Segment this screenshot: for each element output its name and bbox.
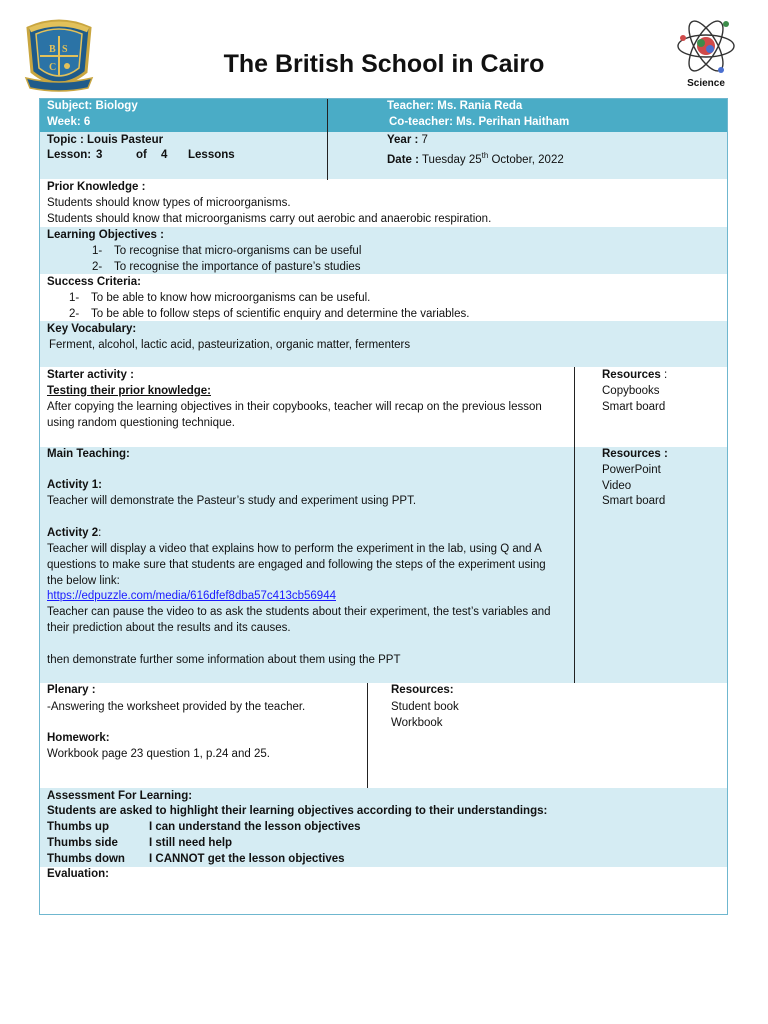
vocabulary-words: Ferment, alcohol, lactic acid, pasteurization, organic matter, fermenters — [49, 339, 411, 351]
assessment-heading: Assessment For Learning: — [47, 790, 193, 802]
subject-label: Subject: Biology — [47, 100, 138, 112]
plenary-divider — [367, 683, 368, 788]
activity2-colon: : — [98, 527, 102, 539]
homework-text: Workbook page 23 question 1, p.24 and 25. — [47, 748, 270, 760]
date-row — [387, 148, 564, 169]
co-teacher-label: Co-teacher: Ms. Perihan Haitham — [389, 116, 570, 128]
lesson-of: of — [136, 149, 147, 161]
teacher-label: Teacher: Ms. Rania Reda — [387, 100, 523, 112]
activity2-heading-row — [47, 526, 101, 542]
activity2-heading: Activity 2 — [47, 527, 99, 539]
starter-resources-colon: : — [660, 369, 668, 381]
activity2-text: Teacher can pause the video to as ask the students about their experiment, the test’s variables and — [47, 606, 551, 618]
activity2-text: their prediction about the results and its causes. — [47, 622, 291, 634]
prior-knowledge-heading: Prior Knowledge : — [47, 181, 146, 193]
lesson-total: 4 — [161, 149, 168, 161]
lesson-label: Lesson: — [47, 149, 92, 161]
resource-item: PowerPoint — [602, 464, 661, 476]
plenary-heading: Plenary : — [47, 684, 96, 696]
year-row — [387, 133, 428, 149]
criteria-number: 1- — [69, 292, 80, 304]
thumbs-meaning: I CANNOT get the lesson objectives — [149, 853, 345, 865]
starter-text: using random questioning technique. — [47, 417, 235, 429]
resources-divider — [574, 367, 575, 683]
vocabulary-heading: Key Vocabulary: — [47, 323, 137, 335]
activity2-text: then demonstrate further some information about them using the PPT — [47, 654, 401, 666]
objectives-heading: Learning Objectives : — [47, 229, 164, 241]
svg-text:S: S — [62, 44, 68, 55]
thumbs-label: Thumbs up — [47, 821, 109, 833]
activity2-text: questions to make sure that students are engaged and following the steps of the experiment using — [47, 559, 546, 571]
plenary-resources-heading: Resources: — [391, 684, 454, 696]
criteria-item: To be able to follow steps of scientific enquiry and determine the variables. — [91, 308, 470, 320]
main-teaching-heading: Main Teaching: — [47, 448, 130, 460]
resource-item: Workbook — [391, 717, 443, 729]
date-value-post: October, 2022 — [488, 153, 564, 166]
lesson-word: Lessons — [188, 149, 235, 161]
year-value: 7 — [421, 134, 428, 146]
edpuzzle-link-row — [47, 589, 336, 605]
starter-heading: Starter activity : — [47, 369, 134, 381]
starter-text: After copying the learning objectives in their copybooks, teacher will recap on the previous lesson — [47, 401, 542, 413]
prior-knowledge-line: Students should know types of microorganisms. — [47, 197, 291, 209]
assessment-line: Students are asked to highlight their learning objectives according to their understandings: — [47, 805, 548, 817]
objective-number: 2- — [92, 261, 103, 273]
svg-text:C: C — [49, 62, 57, 73]
page-title: The British School in Cairo — [223, 50, 545, 78]
info-header-band — [40, 99, 727, 132]
date-label: Date : — [387, 153, 419, 166]
resource-item: Smart board — [602, 495, 666, 507]
week-label: Week: 6 — [47, 116, 91, 128]
objective-number: 1- — [92, 245, 103, 257]
activity1-text: Teacher will demonstrate the Pasteur’s study and experiment using PPT. — [47, 495, 417, 507]
prior-knowledge-line: Students should know that microorganisms carry out aerobic and anaerobic respiration. — [47, 213, 492, 225]
svg-text:B: B — [49, 44, 56, 55]
objective-item: To recognise the importance of pasture’s studies — [114, 261, 361, 273]
criteria-number: 2- — [69, 308, 80, 320]
info-divider — [327, 99, 328, 180]
resource-item: Video — [602, 480, 632, 492]
thumbs-meaning: I still need help — [149, 837, 233, 849]
activity2-text: the below link: — [47, 575, 120, 587]
thumbs-label: Thumbs side — [47, 837, 118, 849]
year-label: Year : — [387, 134, 419, 146]
resource-item: Student book — [391, 701, 459, 713]
activity2-text: Teacher will display a video that explains how to perform the experiment in the lab, using Q and A — [47, 543, 542, 555]
edpuzzle-link[interactable]: https://edpuzzle.com/media/616dfef8dba57c413cb56944 — [47, 590, 336, 602]
lesson-number: 3 — [96, 149, 103, 161]
starter-resources-heading: Resources — [602, 369, 661, 381]
starter-resources-heading-row — [602, 368, 667, 384]
thumbs-meaning: I can understand the lesson objectives — [149, 821, 361, 833]
objective-item: To recognise that micro-organisms can be useful — [114, 245, 362, 257]
homework-heading: Homework: — [47, 732, 110, 744]
topic-label: Topic : Louis Pasteur — [47, 134, 164, 146]
thumbs-label: Thumbs down — [47, 853, 125, 865]
date-value-pre: Tuesday 25 — [421, 153, 482, 166]
date-superscript: th — [481, 151, 489, 160]
success-criteria-heading: Success Criteria: — [47, 276, 141, 288]
activity1-heading: Activity 1: — [47, 479, 102, 491]
science-label: Science — [687, 78, 725, 89]
resource-item: Copybooks — [602, 385, 660, 397]
starter-subheading: Testing their prior knowledge: — [47, 385, 211, 397]
main-resources-heading: Resources : — [602, 448, 668, 460]
plenary-text: -Answering the worksheet provided by the teacher. — [47, 701, 306, 713]
resource-item: Smart board — [602, 401, 666, 413]
evaluation-heading: Evaluation: — [47, 868, 109, 880]
criteria-item: To be able to know how microorganisms can be useful. — [91, 292, 371, 304]
